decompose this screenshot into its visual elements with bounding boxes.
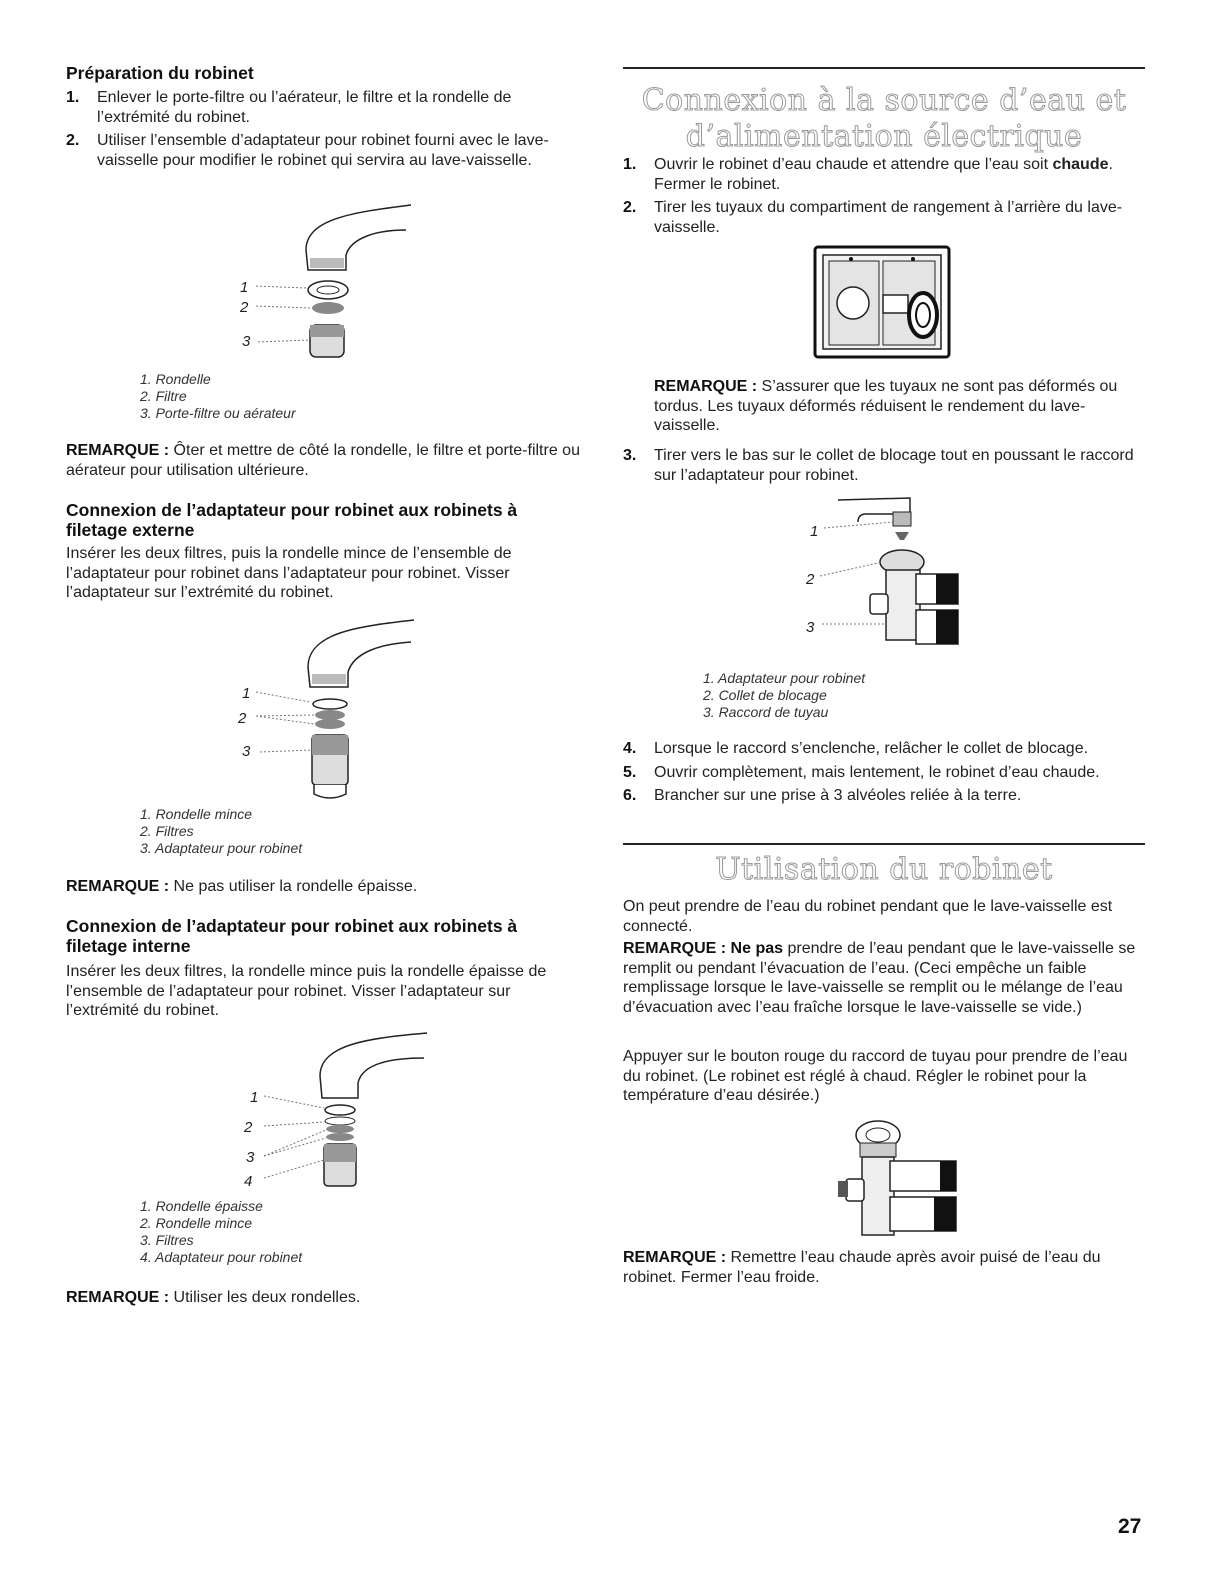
usage-note-2: REMARQUE : Remettre l’eau chaude après avoir puisé de l’eau du robinet. Fermer l’eau froide.: [623, 1249, 1101, 1286]
hose-coupling-diagram: [798, 492, 968, 657]
fig1-label-3: 3: [242, 333, 251, 350]
prep-steps: [66, 88, 566, 174]
fig4-label-2: 2: [806, 571, 815, 588]
page-number: 27: [1118, 1515, 1142, 1538]
prep-note: REMARQUE : Ôter et mettre de côté la rondelle, le filtre et porte-filtre ou aérateur pour utilisation ultérieure.: [66, 442, 580, 479]
usage-banner: Utilisation du robinet: [715, 852, 1053, 887]
connexion-step-3: 3. Tirer vers le bas sur le collet de blocage tout en poussant le raccord sur l’adaptateur pour robinet.: [623, 447, 1134, 484]
connexion-steps-c: [623, 739, 1153, 810]
fig3-label-2: 2: [244, 1119, 253, 1136]
prep-title: Préparation du robinet: [66, 63, 254, 83]
connexion-step-6: 6. Brancher sur une prise à 3 alvéoles reliée à la terre.: [623, 787, 1022, 804]
connexion-steps-a: [623, 155, 1145, 241]
prep-step-2: 2. Utiliser l’ensemble d’adaptateur pour robinet fourni avec le lave-vaisselle pour modifier le robinet qui servira au lave-vaisselle.: [66, 132, 549, 169]
faucet-diagram-2: [236, 612, 436, 802]
connexion-banner: Connexion à la source d’eau et d’alimentation électrique: [641, 83, 1127, 154]
internal-title: Connexion de l’adaptateur pour robinet aux robinets à filetage interne: [66, 916, 518, 956]
fig3-label-1: 1: [250, 1089, 259, 1106]
fig1-label-1: 1: [240, 279, 249, 296]
usage-instructions: Appuyer sur le bouton rouge du raccord de tuyau pour prendre de l’eau du robinet. (Le robinet est réglé à chaud. Régler le robinet pour la température d’eau désirée.): [623, 1048, 1128, 1104]
faucet-diagram-3: [242, 1028, 442, 1198]
connexion-steps-b: [623, 446, 1145, 489]
internal-note: REMARQUE : Utiliser les deux rondelles.: [66, 1289, 361, 1306]
middle-rule: [623, 843, 1145, 845]
external-legend: 1. Rondelle mince 2. Filtres 3. Adaptateur pour robinet: [140, 806, 303, 856]
prep-step-1: 1. Enlever le porte-filtre ou l’aérateur, le filtre et la rondelle de l’extrémité du robinet.: [66, 89, 512, 126]
usage-intro: On peut prendre de l’eau du robinet pendant que le lave-vaisselle est connecté.: [623, 898, 1113, 935]
connexion-step-5: 5. Ouvrir complètement, mais lentement, le robinet d’eau chaude.: [623, 763, 1100, 781]
connexion-step-1: 1. Ouvrir le robinet d’eau chaude et attendre que l’eau soit chaude. Fermer le robinet.: [623, 156, 1113, 193]
fig2-label-2: 2: [238, 710, 247, 727]
external-title: Connexion de l’adaptateur pour robinet aux robinets à filetage externe: [66, 500, 518, 540]
connexion-step-2: 2. Tirer les tuyaux du compartiment de rangement à l’arrière du lave-vaisselle.: [623, 199, 1123, 236]
connexion-note: REMARQUE : S’assurer que les tuyaux ne sont pas déformés ou tordus. Les tuyaux déformés réduisent le rendement du lave-vaisselle.: [654, 378, 1118, 434]
fig3-label-3: 3: [246, 1149, 255, 1166]
external-body: Insérer les deux filtres, puis la rondelle mince de l’ensemble de l’adaptateur pour robinet dans l’adaptateur pour robinet. Visser l’adaptateur sur l’extrémité du robinet.: [66, 545, 512, 601]
fig1-label-2: 2: [240, 299, 249, 316]
fig2-label-3: 3: [242, 743, 251, 760]
internal-body: Insérer les deux filtres, la rondelle mince puis la rondelle épaisse de l’ensemble de l’adaptateur pour robinet. Visser l’adaptateur sur l’extrémité du robinet.: [66, 963, 547, 1019]
red-button-coupling-diagram: [838, 1115, 968, 1240]
fig4-label-1: 1: [810, 523, 819, 540]
internal-legend: 1. Rondelle épaisse 2. Rondelle mince 3. Filtres 4. Adaptateur pour robinet: [140, 1198, 303, 1265]
fig3-label-4: 4: [244, 1173, 253, 1190]
prep-legend: 1. Rondelle 2. Filtre 3. Porte-filtre ou aérateur: [140, 371, 296, 421]
top-rule: [623, 67, 1145, 69]
usage-note-1: REMARQUE : Ne pas prendre de l’eau pendant que le lave-vaisselle se remplit ou pendant l’évacuation de l’eau. (Ceci empêche un faible remplissage lorsque le lave-vaisselle se remplit ou le mélange de l’eau d’évacuation avec l’eau fraîche lorsque le lave-vaisselle se vide.): [623, 940, 1136, 1016]
fig2-label-1: 1: [242, 685, 251, 702]
faucet-diagram-1: [236, 200, 426, 365]
coupling-legend: 1. Adaptateur pour robinet 2. Collet de blocage 3. Raccord de tuyau: [703, 670, 866, 720]
hose-compartment-diagram: [813, 245, 953, 365]
external-note: REMARQUE : Ne pas utiliser la rondelle épaisse.: [66, 878, 418, 895]
connexion-step-4: 4. Lorsque le raccord s’enclenche, relâcher le collet de blocage.: [623, 740, 1089, 757]
fig4-label-3: 3: [806, 619, 815, 636]
